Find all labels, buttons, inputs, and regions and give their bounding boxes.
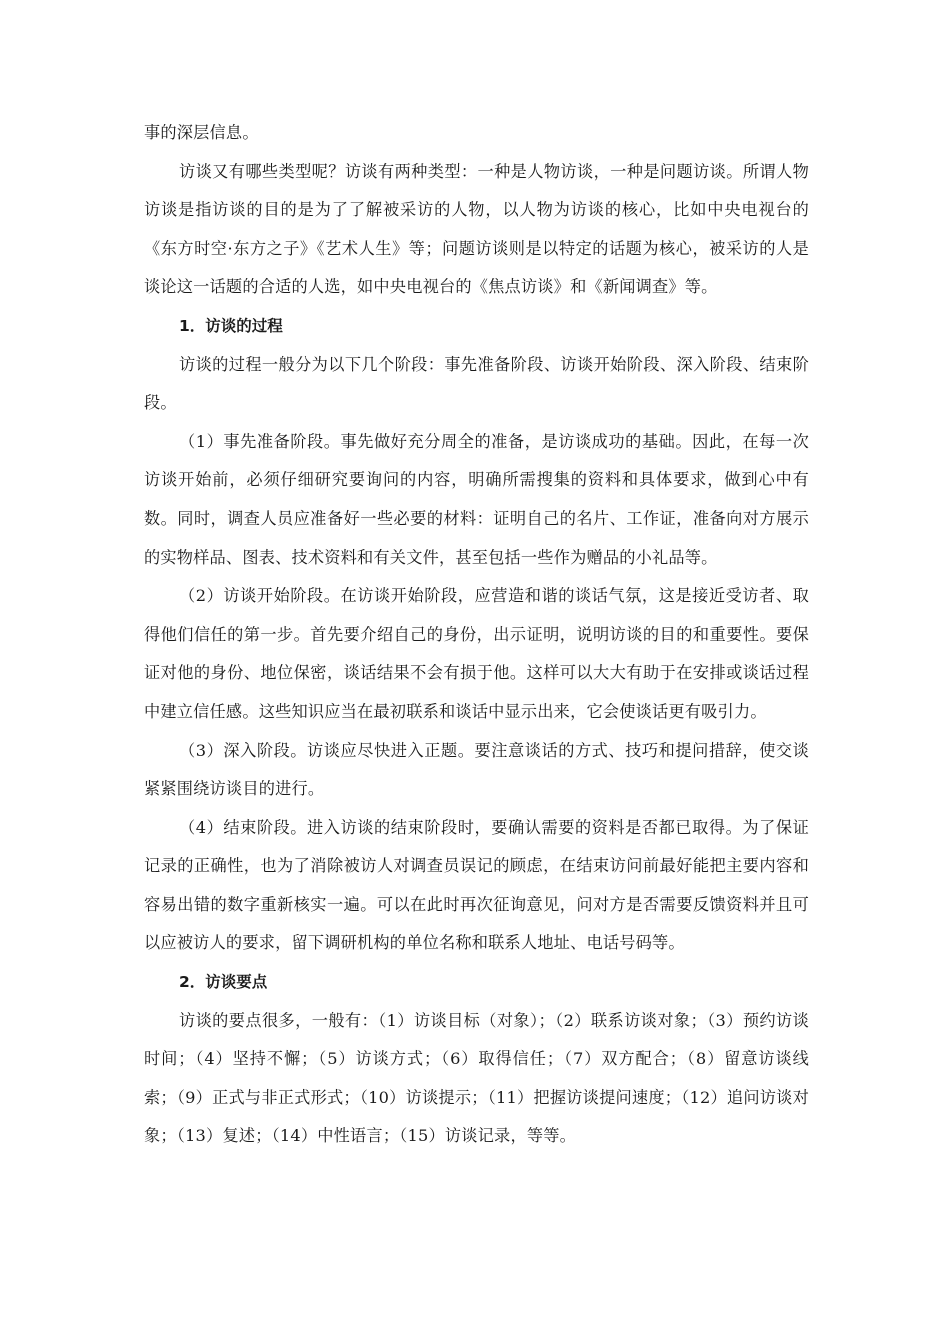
- paragraph-key-points-list: 访谈的要点很多，一般有：（1）访谈目标（对象）；（2）联系访谈对象；（3）预约访谈时间；（4）坚持不懈；（5）访谈方式；（6）取得信任；（7）双方配合；（8）留意访谈线索；（9）正式与非正式形式；（10）访谈提示；（11）把握访谈提问速度；（12）追问访谈对象；（13）复述；（14）中性语言；（15）访谈记录，等等。: [144, 1010, 809, 1146]
- section-heading-key-points: 2．访谈要点: [179, 973, 268, 992]
- paragraph-interview-types: 访谈又有哪些类型呢？访谈有两种类型：一种是人物访谈，一种是问题访谈。所谓人物访谈是指访谈的目的是为了了解被采访的人物，以人物为访谈的核心，比如中央电视台的《东方时空·东方之子》《艺术人生》等；问题访谈则是以特定的话题为核心，被采访的人是谈论这一话题的合适的人选，如中央电视台的《焦点访谈》和《新闻调查》等。: [144, 161, 809, 297]
- paragraph-stage-preparation: （1）事先准备阶段。事先做好充分周全的准备，是访谈成功的基础。因此，在每一次访谈开始前，必须仔细研究要询问的内容，明确所需搜集的资料和具体要求，做到心中有数。同时，调查人员应准备好一些必要的材料：证明自己的名片、工作证，准备向对方展示的实物样品、图表、技术资料和有关文件，甚至包括一些作为赠品的小礼品等。: [144, 431, 809, 567]
- paragraph-continuation: 事的深层信息。: [144, 123, 259, 142]
- paragraph-stage-opening: （2）访谈开始阶段。在访谈开始阶段，应营造和谐的谈话气氛，这是接近受访者、取得他们信任的第一步。首先要介绍自己的身份，出示证明，说明访谈的目的和重要性。要保证对他的身份、地位保密，谈话结果不会有损于他。这样可以大大有助于在安排或谈话过程中建立信任感。这些知识应当在最初联系和谈话中显示出来，它会使谈话更有吸引力。: [144, 586, 809, 721]
- paragraph-stage-deepening: （3）深入阶段。访谈应尽快进入正题。要注意谈话的方式、技巧和提问措辞，使交谈紧紧围绕访谈目的进行。: [144, 740, 809, 799]
- paragraph-stage-closing: （4）结束阶段。进入访谈的结束阶段时，要确认需要的资料是否都已取得。为了保证记录的正确性，也为了消除被访人对调查员误记的顾虑，在结束访问前最好能把主要内容和容易出错的数字重新核实一遍。可以在此时再次征询意见，问对方是否需要反馈资料并且可以应被访人的要求，留下调研机构的单位名称和联系人地址、电话号码等。: [144, 817, 809, 953]
- document-page: [144, 114, 809, 1156]
- section-heading-process: 1．访谈的过程: [179, 316, 283, 335]
- paragraph-process-overview: 访谈的过程一般分为以下几个阶段：事先准备阶段、访谈开始阶段、深入阶段、结束阶段。: [144, 354, 809, 413]
